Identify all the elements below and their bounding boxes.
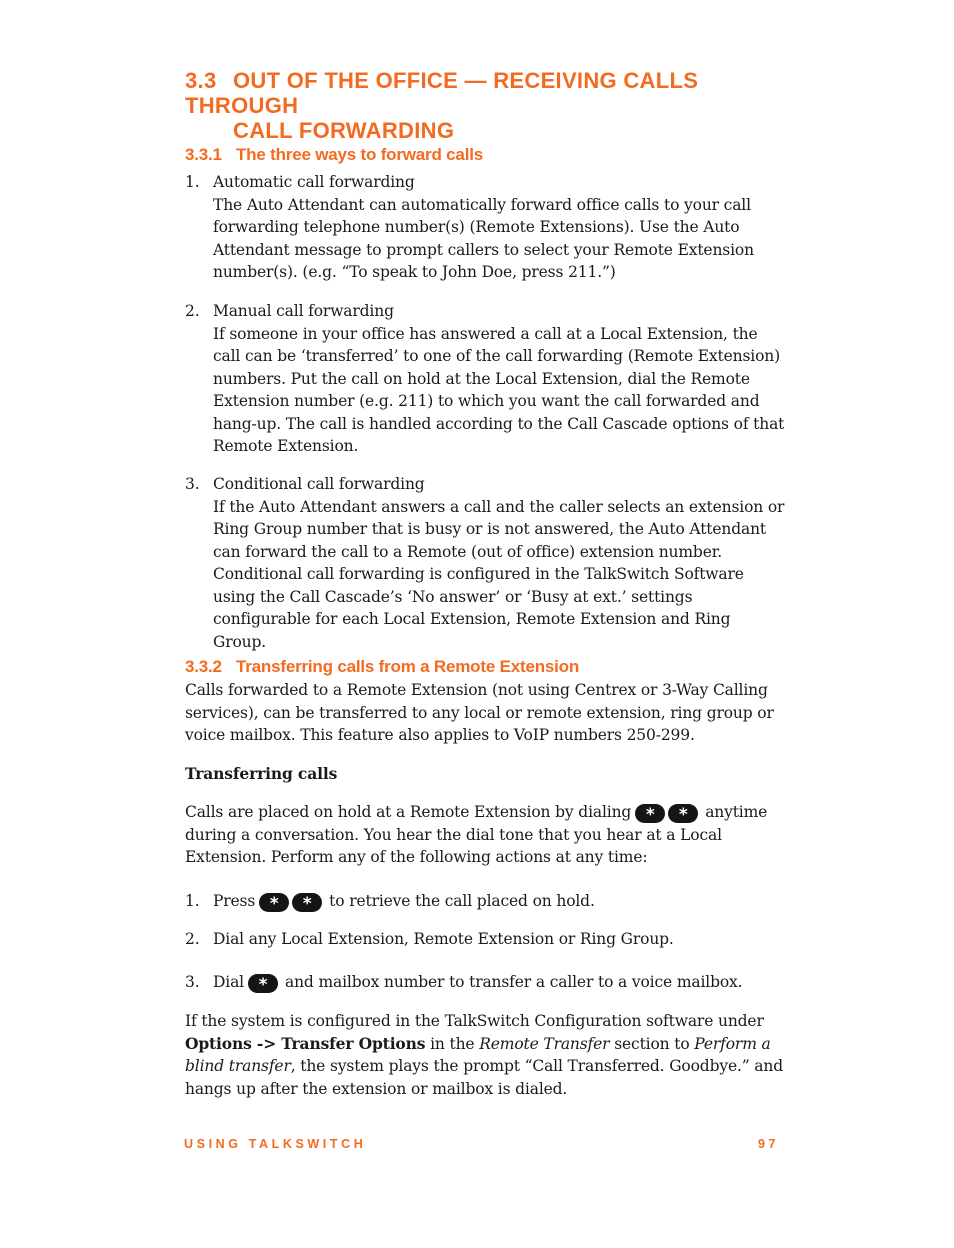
section-number: 3.3 [185,68,217,93]
star-star-keys [635,801,701,824]
config-section-name: Remote Transfer [479,1034,610,1053]
action-text-before: Press [213,892,256,910]
subsection-number: 3.3.2 [185,657,222,676]
subsection-heading-1 [185,145,483,165]
star-key-icon: * [292,893,322,912]
subsection-number: 3.3.1 [185,145,222,164]
subsection-title: Transferring calls from a Remote Extension [236,657,580,676]
hold-text-before: Calls are placed on hold at a Remote Extension by dialing [185,803,632,821]
forwarding-item-2 [185,300,785,458]
list-number: 1. [185,892,200,910]
list-item-text: The Auto Attendant can automatically forward office calls to your call forwarding telephone number(s) (Remote Extensions). Use the Auto Attendant message to prompt callers to select your Remote Extension number(s). (e.g. “To speak to John Doe, press 211.”) [213,195,754,281]
action-text-before: Dial [213,973,244,991]
star-key-icon: * [668,804,698,823]
action-text-after: and mailbox number to transfer a caller to a voice mailbox. [284,973,743,991]
star-key-icon: * [259,893,289,912]
section-title-line2: CALL FORWARDING [233,118,455,143]
action-item-3 [185,971,785,994]
hold-paragraph [185,801,785,869]
list-number: 3. [185,973,200,991]
subsection-heading-2 [185,657,579,677]
list-number: 2. [185,930,200,948]
forwarding-item-3 [185,473,785,653]
action-text-after: to retrieve the call placed on hold. [329,892,595,910]
config-option-name: Perform a blind transfer [185,1034,771,1075]
star-star-keys [259,890,325,913]
section-heading [185,68,785,143]
configuration-paragraph [185,1010,785,1100]
config-text-1: If the system is configured in the TalkSwitch Configuration software under [185,1012,764,1030]
config-text-3: section to [614,1034,690,1053]
list-item-title: Conditional call forwarding [213,475,425,493]
star-key [248,971,281,994]
footer-running-title: USING TALKSWITCH [184,1137,367,1151]
list-number: 3. [185,475,200,493]
list-item-title: Automatic call forwarding [213,173,415,191]
transfer-intro-paragraph: Calls forwarded to a Remote Extension (not using Centrex or 3-Way Calling services), can be transferred to any local or remote extension, ring group or voice mailbox. This feature also applies to VoIP numbers 250-299. [185,681,774,744]
star-key-icon: * [248,974,278,993]
config-text-4: , the system plays the prompt “Call Transferred. Goodbye.” and hangs up after the extension or mailbox is dialed. [185,1057,783,1098]
config-text-2: in the [430,1034,475,1053]
list-number: 2. [185,302,200,320]
section-title-line1: OUT OF THE OFFICE — RECEIVING CALLS THROUGH [185,68,699,118]
subsection-title: The three ways to forward calls [236,145,483,164]
action-item-2 [185,928,785,951]
list-item-text: If someone in your office has answered a call at a Local Extension, the call can be ‘transferred’ to one of the call forwarding (Remote Extension) numbers. Put the call on hold at the Local Extension, dial the Remote Extension number (e.g. 211) to which you want the call forwarded and hang-up. The call is handled according to the Call Cascade options of that Remote Extension. [213,324,785,455]
forwarding-item-1 [185,171,785,284]
page-number: 97 [758,1137,780,1151]
list-item-text: If the Auto Attendant answers a call and the caller selects an extension or Ring Group number that is busy or is not answered, the Auto Attendant can forward the call to a Remote (out of office) extension number. Conditional call forwarding is configured in the TalkSwitch Software using the Call Cascade’s ‘No answer’ or ‘Busy at ext.’ settings configurable for each Local Extension, Remote Extension and Ring Group. [213,497,785,651]
action-item-1 [185,890,785,913]
action-text: Dial any Local Extension, Remote Extension or Ring Group. [213,930,674,948]
list-number: 1. [185,173,200,191]
list-item-title: Manual call forwarding [213,302,394,320]
transferring-calls-heading: Transferring calls [185,764,338,783]
star-key-icon: * [635,804,665,823]
hold-text-after: anytime during a conversation. You hear the dial tone that you hear at a Local Extension. Perform any of the following actions at any time: [185,803,768,866]
section-heading-line1 [185,68,785,118]
config-menu-path: Options -> Transfer Options [185,1033,426,1053]
